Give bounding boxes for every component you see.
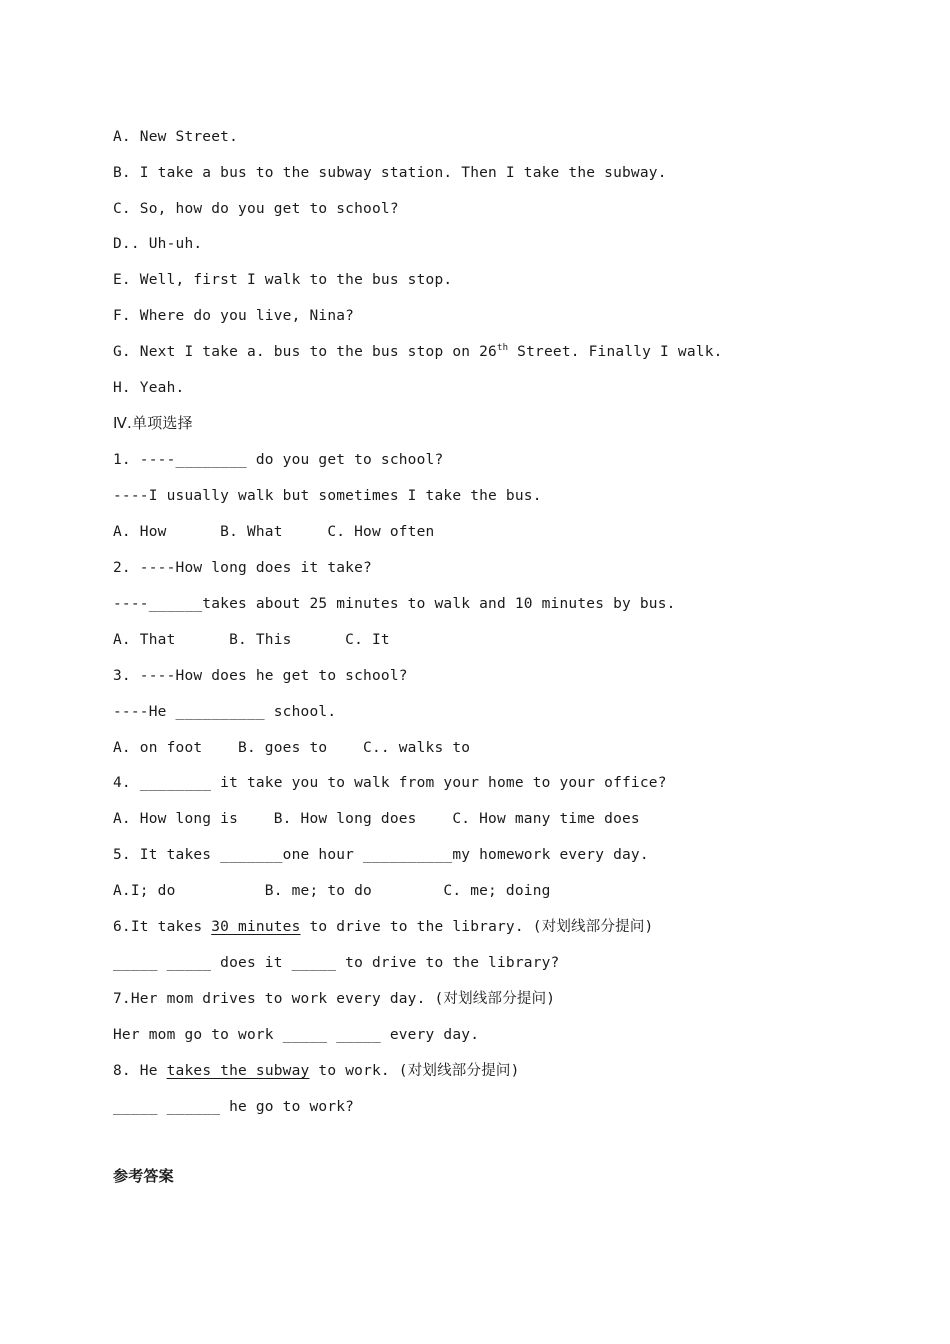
question-6-text-end: to drive to the library. (对划线部分提问) [300, 919, 654, 935]
option-h: H. Yeah. [113, 380, 185, 396]
question-7-stem: 7.Her mom drives to work every day. (对划线部分提问) [113, 991, 556, 1007]
option-g-text-end: Street. Finally I walk. [508, 344, 723, 360]
option-c: C. So, how do you get to school? [113, 201, 399, 217]
question-1-reply: ----I usually walk but sometimes I take the bus. [113, 488, 542, 504]
question-1-stem: 1. ----________ do you get to school? [113, 452, 444, 468]
question-3-reply: ----He __________ school. [113, 704, 337, 720]
question-1-options: A. How B. What C. How often [113, 524, 435, 540]
underlined-phrase: 30 minutes [211, 919, 301, 935]
option-g [113, 342, 723, 362]
question-6-blanks: _____ _____ does it _____ to drive to the library? [113, 955, 560, 971]
question-6-text: 6.It takes [113, 919, 212, 935]
question-5-stem: 5. It takes _______one hour __________my homework every day. [113, 847, 649, 863]
option-a: A. New Street. [113, 129, 239, 145]
question-3-stem: 3. ----How does he get to school? [113, 668, 408, 684]
section-heading: Ⅳ.单项选择 [113, 414, 193, 432]
option-f: F. Where do you live, Nina? [113, 308, 355, 324]
option-d: D.. Uh-uh. [113, 236, 203, 252]
question-3-options: A. on foot B. goes to C.. walks to [113, 740, 471, 756]
question-5-options: A.I; do B. me; to do C. me; doing [113, 883, 551, 899]
question-7-blanks: Her mom go to work _____ _____ every day. [113, 1027, 480, 1043]
question-2-options: A. That B. This C. It [113, 632, 390, 648]
question-2-stem: 2. ----How long does it take? [113, 560, 372, 576]
option-e: E. Well, first I walk to the bus stop. [113, 272, 453, 288]
option-g-text: G. Next I take a. bus to the bus stop on 26 [113, 344, 497, 360]
question-4-options: A. How long is B. How long does C. How many time does [113, 811, 640, 827]
question-8-blanks: _____ ______ he go to work? [113, 1099, 355, 1115]
ordinal-suffix: th [496, 343, 509, 353]
underlined-phrase: takes the subway [166, 1063, 310, 1079]
option-b: B. I take a bus to the subway station. Then I take the subway. [113, 165, 667, 181]
question-8-stem [113, 1061, 520, 1081]
question-8-text: 8. He [113, 1063, 167, 1079]
question-8-text-end: to work. (对划线部分提问) [309, 1063, 520, 1079]
question-6-stem [113, 917, 653, 937]
answers-heading: 参考答案 [113, 1167, 174, 1185]
question-2-reply: ----______takes about 25 minutes to walk and 10 minutes by bus. [113, 596, 676, 612]
question-4-stem: 4. ________ it take you to walk from your home to your office? [113, 775, 667, 791]
